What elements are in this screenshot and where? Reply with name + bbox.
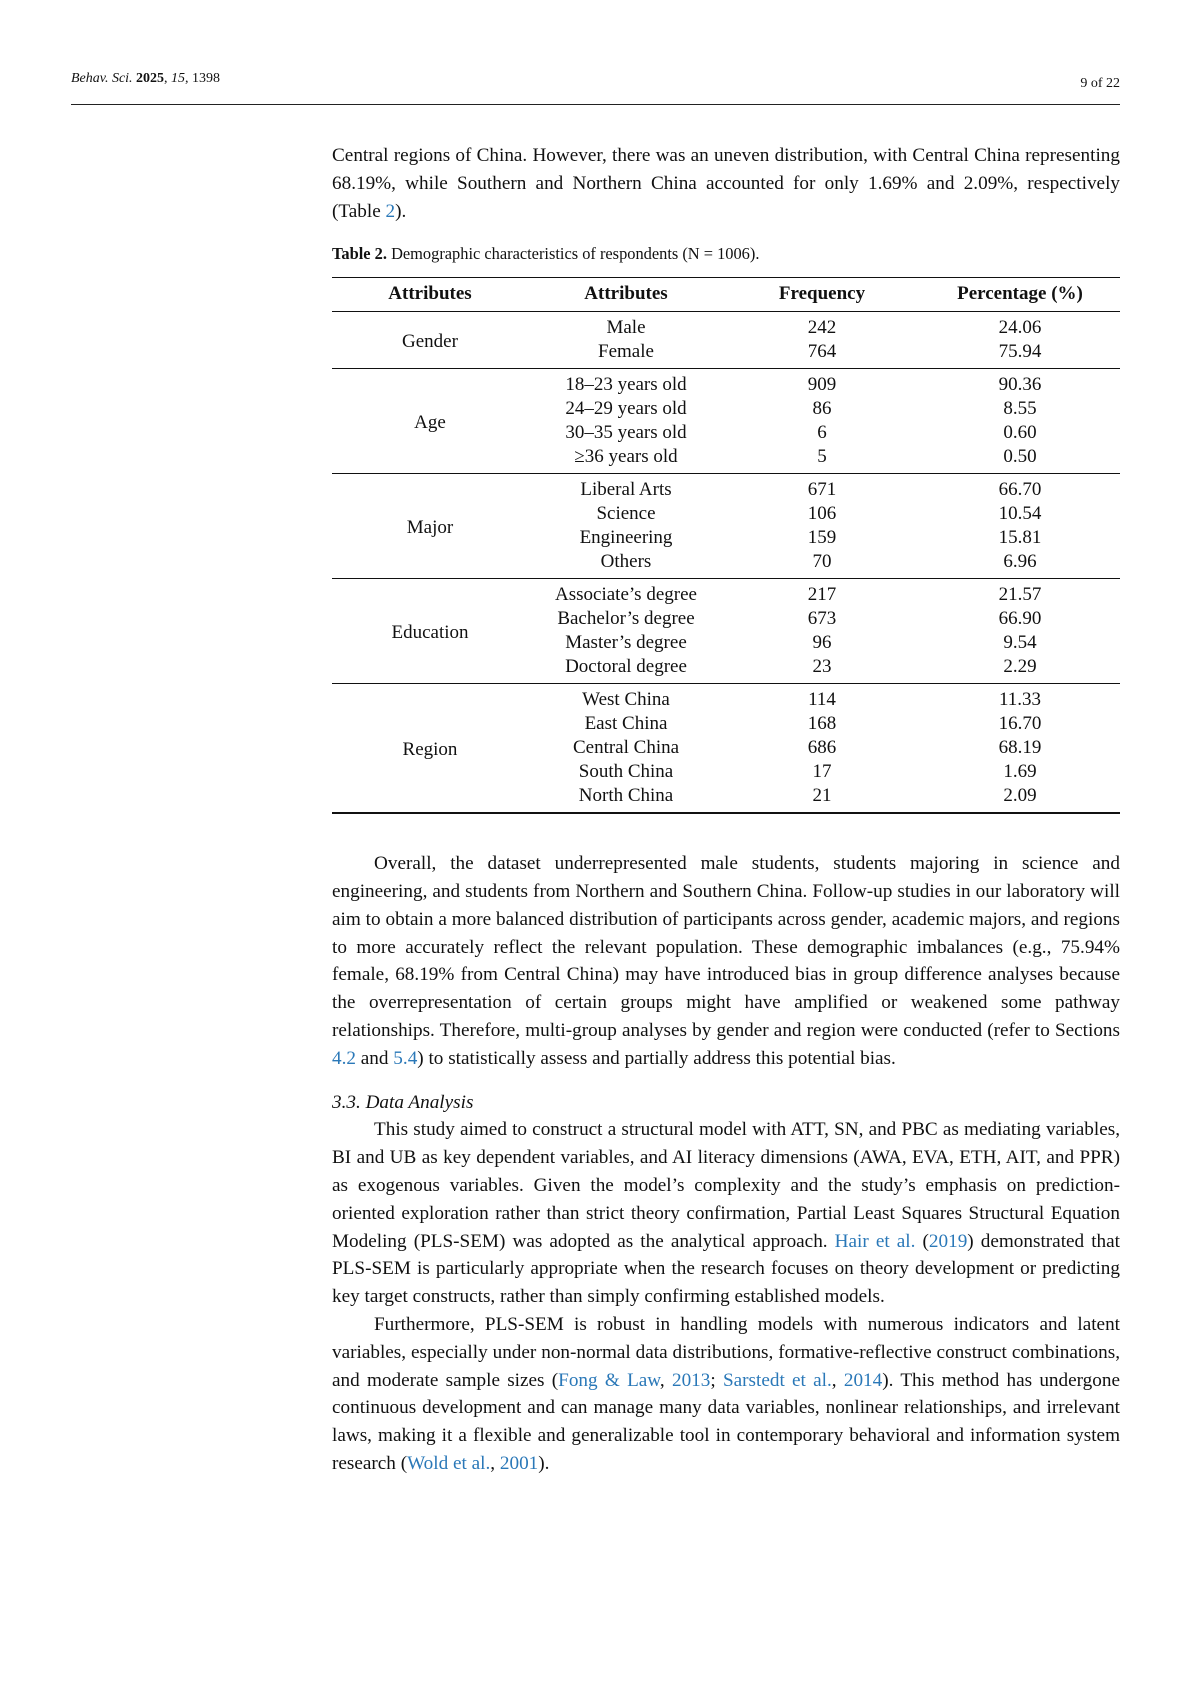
study-paragraph	[332, 1116, 1120, 1311]
row-label: Others	[600, 551, 652, 573]
row-label: North China	[578, 785, 674, 807]
group-region	[332, 684, 1120, 814]
frequency-cell: 217	[807, 584, 837, 606]
text-run: ,	[659, 1369, 672, 1391]
journal-name: Behav. Sci.	[71, 71, 133, 86]
row-label: 18–23 years old	[565, 374, 687, 396]
row-label: Associate’s degree	[555, 584, 697, 606]
percentage-cell: 10.54	[998, 503, 1042, 525]
percentage-cell: 16.70	[998, 713, 1042, 735]
text-run: ,	[831, 1369, 844, 1391]
column-header: Percentage (%)	[920, 278, 1120, 312]
percentage-cell: 2.29	[1003, 656, 1037, 678]
group-major	[332, 474, 1120, 579]
citation-link-wold-year[interactable]: 2001	[499, 1452, 539, 1474]
row-label: 24–29 years old	[565, 398, 687, 420]
section-5-4-link[interactable]: 5.4	[393, 1047, 418, 1069]
frequency-cell: 86	[812, 398, 832, 420]
text-run: and	[355, 1047, 394, 1069]
frequency-cell: 6	[817, 422, 827, 444]
row-label: 30–35 years old	[565, 422, 687, 444]
citation-link-hair-author[interactable]: Hair et al.	[834, 1230, 916, 1252]
frequency-cell: 159	[807, 527, 837, 549]
percentage-cell: 75.94	[998, 341, 1042, 363]
text-run: This study aimed to construct a structural model with ATT, SN, and PBC as mediating variables, BI and UB as key dependent variables, and AI literacy dimensions (AWA, EVA, ETH, AIT, and PPR) as exogenous variables. Given the model’s complexity and the study’s emphasis on prediction-oriented exploration rather than strict theory confirmation, Partial Least Squares Structural Equation Modeling (PLS-SEM) was adopted as the analytical approach.	[332, 1119, 1120, 1252]
text-run: ).	[395, 200, 407, 222]
frequency-cell: 242	[807, 317, 837, 339]
percentage-cell: 15.81	[998, 527, 1042, 549]
text-run: ). This method has undergone continuous development and can manage many data variables, nonlinear relationships, and irrelevant laws, making it a flexible and generalizable tool in contemporary behavioral and information system research (	[332, 1369, 1120, 1474]
citation-link-fong-author[interactable]: Fong & Law	[558, 1369, 660, 1391]
journal-year: 2025	[136, 71, 165, 86]
citation-link-hair-year[interactable]: 2019	[928, 1230, 968, 1252]
table-header-row	[332, 278, 1120, 312]
frequency-cell: 686	[807, 737, 837, 759]
group-label: Gender	[402, 331, 458, 353]
frequency-cell: 96	[812, 632, 832, 654]
row-label: South China	[578, 761, 674, 783]
column-header: Frequency	[724, 278, 920, 312]
page-number: 9 of 22	[1080, 76, 1120, 91]
percentage-cell: 66.90	[998, 608, 1042, 630]
frequency-cell: 671	[807, 479, 837, 501]
table-caption-text: Demographic characteristics of respondents (N = 1006).	[386, 244, 760, 264]
percentage-cell: 66.70	[998, 479, 1042, 501]
table-row	[332, 474, 1120, 503]
percentage-cell: 0.50	[1003, 446, 1037, 468]
table-row	[332, 684, 1120, 713]
text-run: ) to statistically assess and partially address this potential bias.	[417, 1047, 896, 1069]
citation-link-sarstedt-year[interactable]: 2014	[843, 1369, 883, 1391]
frequency-cell: 23	[812, 656, 832, 678]
row-label: East China	[584, 713, 668, 735]
frequency-cell: 909	[807, 374, 837, 396]
table-caption-label: Table 2.	[332, 244, 387, 264]
row-label: Liberal Arts	[580, 479, 672, 501]
row-label: ≥36 years old	[574, 446, 678, 468]
group-label: Major	[406, 517, 454, 539]
text-run: Overall, the dataset underrepresented male students, students majoring in science and engineering, and students from Northern and Southern China. Follow-up studies in our laboratory will aim to obtain a more balanced distribution of participants across gender, academic majors, and regions to more accurately reflect the relevant population. These demographic imbalances (e.g., 75.94% female, 68.19% from Central China) may have introduced bias in group difference analyses because the overrepresentation of certain groups might have amplified or weakened some pathway relationships. Therefore, multi-group analyses by gender and region were conducted (refer to Sections	[332, 853, 1120, 1041]
intro-paragraph	[332, 142, 1120, 225]
frequency-cell: 21	[812, 785, 832, 807]
overall-paragraph	[332, 850, 1120, 1072]
frequency-cell: 673	[807, 608, 837, 630]
percentage-cell: 90.36	[998, 374, 1042, 396]
section-heading: 3.3. Data Analysis	[332, 1091, 474, 1113]
column-header: Attributes	[332, 278, 528, 312]
frequency-cell: 764	[807, 341, 837, 363]
row-label: Engineering	[579, 527, 673, 549]
furthermore-paragraph	[332, 1311, 1120, 1478]
row-label: Central China	[572, 737, 680, 759]
percentage-cell: 68.19	[998, 737, 1042, 759]
journal-volume: 15	[171, 71, 186, 86]
group-label: Region	[402, 739, 458, 761]
table-row	[332, 579, 1120, 608]
text-run: ) demonstrated that PLS-SEM is particularly appropriate when the research focuses on theory development or predicting key target constructs, rather than simply confirming established models.	[332, 1230, 1120, 1308]
frequency-cell: 168	[807, 713, 837, 735]
journal-citation: Behav. Sci. 2025, 15, 1398	[71, 71, 221, 86]
row-label: Master’s degree	[565, 632, 687, 654]
table-caption	[332, 240, 1120, 268]
table-row	[332, 369, 1120, 398]
frequency-cell: 106	[807, 503, 837, 525]
article-number: 1398	[192, 71, 221, 86]
group-age	[332, 369, 1120, 474]
row-label: West China	[582, 689, 670, 711]
row-label: Male	[606, 317, 646, 339]
citation-link-wold-author[interactable]: Wold et al.	[407, 1452, 491, 1474]
percentage-cell: 9.54	[1003, 632, 1037, 654]
text-run: Furthermore, PLS-SEM is robust in handling models with numerous indicators and latent variables, especially under non-normal data distributions, formative-reflective construct combinations, and moderate sample sizes (	[332, 1313, 1120, 1391]
column-header: Attributes	[528, 278, 724, 312]
percentage-cell: 0.60	[1003, 422, 1037, 444]
citation-link-fong-year[interactable]: 2013	[671, 1369, 711, 1391]
page-header	[71, 68, 1120, 105]
percentage-cell: 2.09	[1003, 785, 1037, 807]
text-run: Central regions of China. However, there was an uneven distribution, with Central China representing 68.19%, while Southern and Northern China accounted for only 1.69% and 2.09%, respectively (Table	[332, 145, 1120, 222]
group-gender	[332, 312, 1120, 369]
percentage-cell: 8.55	[1003, 398, 1037, 420]
text-run: ,	[490, 1452, 500, 1474]
row-label: Female	[598, 341, 654, 363]
percentage-cell: 6.96	[1003, 551, 1037, 573]
frequency-cell: 5	[817, 446, 827, 468]
percentage-cell: 21.57	[998, 584, 1042, 606]
row-label: Bachelor’s degree	[557, 608, 695, 630]
text-run: ;	[710, 1369, 723, 1391]
group-label: Education	[391, 622, 469, 644]
percentage-cell: 24.06	[998, 317, 1042, 339]
main-content	[332, 142, 1120, 1478]
percentage-cell: 1.69	[1003, 761, 1037, 783]
row-label: Doctoral degree	[565, 656, 687, 678]
table-reference-link[interactable]: 2	[385, 200, 396, 222]
text-run: ).	[538, 1452, 550, 1474]
section-4-2-link[interactable]: 4.2	[332, 1047, 356, 1069]
group-label: Age	[414, 412, 446, 434]
percentage-cell: 11.33	[998, 689, 1042, 711]
row-label: Science	[596, 503, 656, 525]
frequency-cell: 114	[808, 689, 836, 711]
table-row	[332, 312, 1120, 341]
frequency-cell: 17	[812, 761, 832, 783]
group-education	[332, 579, 1120, 684]
frequency-cell: 70	[812, 551, 832, 573]
demographics-table	[332, 277, 1120, 814]
text-run: (	[915, 1230, 929, 1252]
citation-link-sarstedt-author[interactable]: Sarstedt et al.	[722, 1369, 832, 1391]
